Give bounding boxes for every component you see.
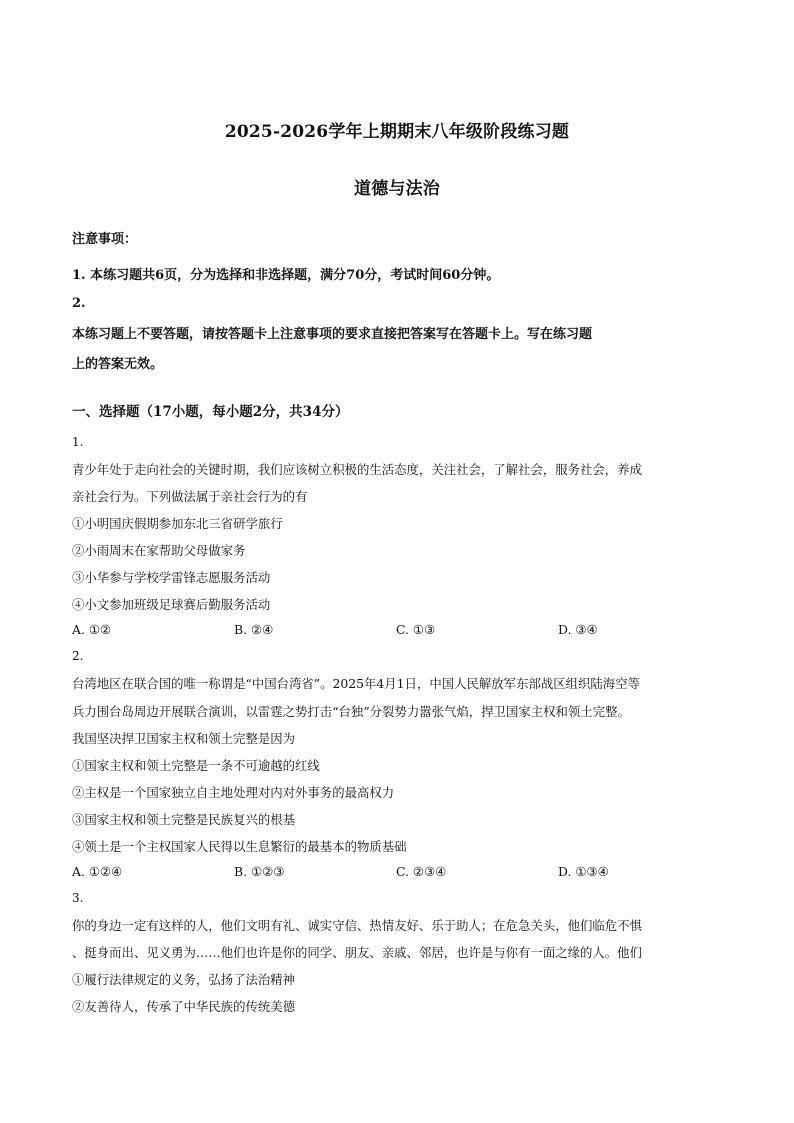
question-item: ①履行法律规定的义务，弘扬了法治精神 bbox=[72, 972, 296, 987]
question-item: ①小明国庆假期参加东北三省研学旅行 bbox=[72, 516, 283, 531]
section-heading-choice: 一、选择题（17小题，每小题2分，共34分） bbox=[72, 404, 349, 420]
question-item: ④小文参加班级足球赛后勤服务活动 bbox=[72, 597, 271, 612]
question-item: ②主权是一个国家独立自主地处理对内对外事务的最高权力 bbox=[72, 785, 395, 800]
question-stem-line: 青少年处于走向社会的关键时期，我们应该树立积极的生活态度，关注社会，了解社会，服务社会，养成 bbox=[72, 462, 642, 477]
question-stem-line: 亲社会行为。下列做法属于亲社会行为的有 bbox=[72, 489, 308, 504]
notice-heading: 注意事项： bbox=[72, 232, 138, 247]
option-d[interactable]: D. ①③④ bbox=[558, 864, 609, 879]
question-stem-line: 你的身边一定有这样的人，他们文明有礼、诚实守信、热情友好、乐于助人；在危急关头，他们临危不惧 bbox=[72, 918, 642, 933]
question-number: 3. bbox=[72, 891, 84, 905]
option-a[interactable]: A. ①② bbox=[72, 622, 112, 637]
question-stem-line: 台湾地区在联合国的唯一称谓是“中国台湾省”。2025年4月1日，中国人民解放军东部战区组织陆海空等 bbox=[72, 676, 640, 691]
option-a[interactable]: A. ①②④ bbox=[72, 864, 123, 879]
question-stem-line: 我国坚决捍卫国家主权和领土完整是因为 bbox=[72, 731, 296, 746]
notice-line-1: 1. 本练习题共6页，分为选择和非选择题，满分70分，考试时间60分钟。 bbox=[72, 268, 500, 283]
subject-title: 道德与法治 bbox=[354, 179, 440, 199]
option-c[interactable]: C. ②③④ bbox=[396, 864, 447, 879]
question-item: ②友善待人，传承了中华民族的传统美德 bbox=[72, 999, 296, 1014]
question-number: 1. bbox=[72, 435, 84, 449]
question-item: ①国家主权和领土完整是一条不可逾越的红线 bbox=[72, 758, 320, 773]
option-b[interactable]: B. ①②③ bbox=[234, 864, 285, 879]
question-item: ②小雨周末在家帮助父母做家务 bbox=[72, 543, 246, 558]
option-d[interactable]: D. ③④ bbox=[558, 622, 598, 637]
notice-line-2-number: 2. bbox=[72, 296, 86, 311]
notice-line-2b: 上的答案无效。 bbox=[72, 357, 164, 372]
question-stem-line: 、挺身而出、见义勇为……他们也许是你的同学、朋友、亲戚、邻居，也许是与你有一面之缘的人。他们 bbox=[72, 945, 642, 960]
option-c[interactable]: C. ①③ bbox=[396, 622, 436, 637]
question-item: ③小华参与学校学雷锋志愿服务活动 bbox=[72, 570, 271, 585]
question-item: ③国家主权和领土完整是民族复兴的根基 bbox=[72, 812, 296, 827]
question-item: ④领土是一个主权国家人民得以生息繁衍的最基本的物质基础 bbox=[72, 839, 407, 854]
option-b[interactable]: B. ②④ bbox=[234, 622, 274, 637]
notice-line-2a: 本练习题上不要答题，请按答题卡上注意事项的要求直接把答案写在答题卡上。写在练习题 bbox=[72, 327, 593, 342]
question-stem-line: 兵力围台岛周边开展联合演训，以雷霆之势打击“台独”分裂势力嚣张气焰，捍卫国家主权和领土完整。 bbox=[72, 704, 630, 719]
exam-title: 2025-2026学年上期期末八年级阶段练习题 bbox=[224, 122, 570, 142]
question-number: 2. bbox=[72, 649, 84, 663]
